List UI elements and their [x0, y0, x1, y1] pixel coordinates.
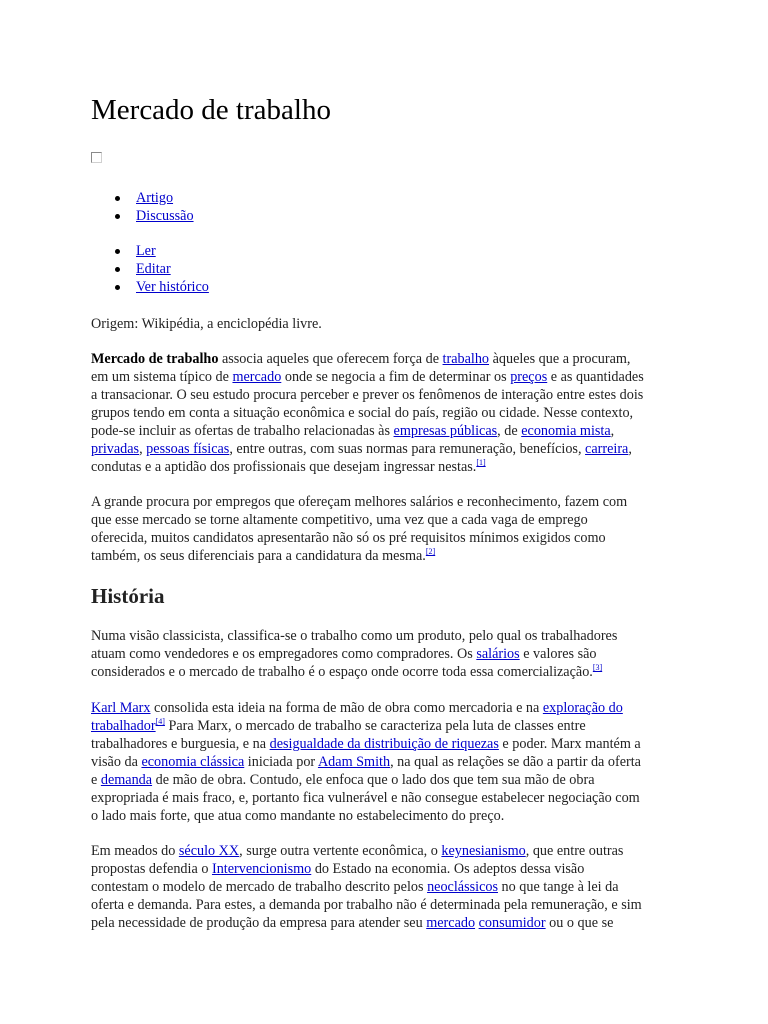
link-economia-mista[interactable]: economia mista — [521, 423, 611, 439]
para5-line-2 — [91, 860, 681, 878]
intro-text: àqueles que a procuram, — [489, 351, 631, 367]
link-adam-smith[interactable]: Adam Smith — [317, 754, 391, 770]
tab-artigo — [91, 189, 194, 207]
para3-line-3 — [91, 663, 681, 681]
link-privadas[interactable]: privadas — [91, 441, 140, 457]
para4-text: trabalhadores e burguesia, e na — [91, 736, 270, 752]
para5-text: contestam o modelo de mercado de trabalho descrito pelos — [91, 879, 428, 895]
intro-line-2 — [91, 368, 681, 386]
para4-text: de mão de obra. Contudo, ele enfoca que o lado dos que tem sua mão de obra — [152, 772, 595, 788]
para2-text: também, os seus diferenciais para a candidatura da mesma. — [91, 548, 426, 564]
tab-ver-historico-link[interactable]: Ver histórico — [136, 279, 209, 295]
tab-ler — [91, 242, 209, 260]
reference-4[interactable]: [4] — [155, 717, 165, 726]
checkbox-icon[interactable] — [91, 152, 102, 163]
para4-text: Para Marx, o mercado de trabalho se caracteriza pela luta de classes entre — [164, 718, 586, 734]
para5-text: , surge outra vertente econômica, o — [239, 843, 442, 859]
para3-text: atuam como vendedores e os empregadores como compradores. Os — [91, 646, 477, 662]
intro-line-1 — [91, 350, 681, 368]
namespace-tabs — [91, 189, 194, 225]
link-salarios[interactable]: salários — [476, 646, 520, 662]
para4-line-3 — [91, 735, 681, 753]
paragraph-classicist — [91, 627, 681, 681]
para5-line-1 — [91, 842, 681, 860]
intro-line-4: grupos tendo em conta a situação econômica e social do país, região ou cidade. Nesse contexto, — [91, 405, 634, 421]
para4-line-6: expropriada é mais fraco, e, portanto fica vulnerável e não consegue estabelecer negociação com — [91, 790, 640, 806]
link-seculo-xx[interactable]: século XX — [178, 843, 240, 859]
paragraph-marx — [91, 699, 681, 825]
para5-text: do Estado na economia. Os adeptos dessa visão — [311, 861, 585, 877]
section-heading-historia: História — [91, 584, 165, 608]
link-exploracao-do-trabalhador[interactable]: exploração do — [542, 700, 623, 716]
link-exploracao-do-trabalhador[interactable]: trabalhador — [91, 718, 156, 734]
intro-line-7 — [91, 458, 681, 476]
paragraph-competition — [91, 493, 681, 565]
reference-2[interactable]: [2] — [425, 547, 436, 556]
link-trabalho[interactable]: trabalho — [442, 351, 490, 367]
para4-line-1 — [91, 699, 681, 717]
para5-text: ou o que se — [545, 915, 614, 931]
intro-text: pode-se incluir as ofertas de trabalho relacionadas às — [91, 423, 394, 439]
link-karl-marx[interactable]: Karl Marx — [91, 700, 151, 716]
link-pessoas-fisicas[interactable]: pessoas físicas — [146, 441, 230, 457]
para5-line-4: oferta e demanda. Para estes, a demanda por trabalho não é determinada pela remuneração, e sim — [91, 897, 642, 913]
link-consumidor[interactable]: consumidor — [478, 915, 546, 931]
intro-text: , — [139, 441, 147, 457]
para4-line-7: o lado mais forte, que atua como mandante no estabelecimento do preço. — [91, 808, 505, 824]
link-precos[interactable]: preços — [510, 369, 548, 385]
link-carreira[interactable]: carreira — [585, 441, 629, 457]
link-intervencionismo[interactable]: Intervencionismo — [211, 861, 312, 877]
intro-paragraph — [91, 350, 681, 476]
reference-1[interactable]: [1] — [476, 458, 486, 467]
para4-text: , na qual as relações se dão a partir da oferta — [390, 754, 641, 770]
view-tabs — [91, 242, 209, 296]
para2-line-3: oferecida, muitos candidatos apresentarão não só os pré requisitos mínimos exigidos como — [91, 530, 606, 546]
tab-ler-link[interactable]: Ler — [136, 243, 156, 259]
intro-text: associa aqueles que oferecem força de — [218, 351, 443, 367]
page-title: Mercado de trabalho — [91, 94, 331, 126]
para2-line-1: A grande procura por empregos que ofereçam melhores salários e reconhecimento, fazem com — [91, 494, 628, 510]
para5-text: no que tange à lei da — [497, 879, 619, 895]
origin-text: Origem: Wikipédia, a enciclopédia livre. — [91, 316, 322, 332]
para4-text: iniciada por — [244, 754, 318, 770]
para4-line-5 — [91, 771, 681, 789]
intro-line-3: a transacionar. O seu estudo procura perceber e prever os fenômenos de interação entre estes dois — [91, 387, 644, 403]
intro-text: , entre outras, com suas normas para remuneração, benefícios, — [229, 441, 586, 457]
para5-line-3 — [91, 878, 681, 896]
paragraph-keynes — [91, 842, 681, 932]
link-demanda[interactable]: demanda — [100, 772, 153, 788]
intro-text: em um sistema típico de — [91, 369, 233, 385]
tab-editar — [91, 260, 209, 278]
link-keynesianismo[interactable]: keynesianismo — [441, 843, 526, 859]
intro-text: condutas e a aptidão dos profissionais que desejam ingressar nestas. — [91, 459, 477, 475]
para5-text: pela necessidade de produção da empresa para atender seu — [91, 915, 427, 931]
para5-text: Em meados do — [91, 843, 179, 859]
link-economia-classica[interactable]: economia clássica — [141, 754, 245, 770]
para5-text: , que entre outras — [525, 843, 624, 859]
para4-line-4 — [91, 753, 681, 771]
link-empresas-publicas[interactable]: empresas públicas — [393, 423, 498, 439]
intro-text: , de — [497, 423, 522, 439]
para3-line-2 — [91, 645, 681, 663]
para3-line-1: Numa visão classicista, classifica-se o trabalho como um produto, pelo qual os trabalhadores — [91, 628, 618, 644]
para2-line-4 — [91, 547, 681, 565]
intro-bold-term: Mercado de trabalho — [91, 351, 219, 367]
para4-text: e — [91, 772, 101, 788]
link-mercado-consumidor[interactable]: mercado — [426, 915, 476, 931]
link-neoclassicos[interactable]: neoclássicos — [427, 879, 498, 895]
para4-text: visão da — [91, 754, 142, 770]
para4-line-2 — [91, 717, 681, 735]
intro-text: onde se negocia a fim de determinar os — [281, 369, 511, 385]
tab-ver-historico — [91, 278, 209, 296]
para2-line-2: que esse mercado se torne altamente competitivo, uma vez que a cada vaga de emprego — [91, 512, 588, 528]
intro-line-5 — [91, 422, 681, 440]
link-mercado[interactable]: mercado — [232, 369, 282, 385]
tab-discussao — [91, 207, 194, 225]
reference-3[interactable]: [3] — [592, 663, 603, 672]
para3-text: e valores são — [519, 646, 597, 662]
para3-text: considerados e o mercado de trabalho é o espaço onde ocorre toda essa comercialização. — [91, 664, 593, 680]
para4-text: consolida esta ideia na forma de mão de obra como mercadoria e na — [150, 700, 543, 716]
tab-artigo-link[interactable]: Artigo — [136, 190, 174, 206]
intro-text: , — [610, 423, 615, 439]
intro-text: , — [628, 441, 632, 457]
tab-editar-link[interactable]: Editar — [136, 261, 171, 277]
link-desigualdade[interactable]: desigualdade da distribuição de riquezas — [269, 736, 499, 752]
para4-text: e poder. Marx mantém a — [498, 736, 641, 752]
intro-text: e as quantidades — [547, 369, 644, 385]
para5-text: propostas defendia o — [91, 861, 212, 877]
tab-discussao-link[interactable]: Discussão — [136, 208, 194, 224]
intro-line-6 — [91, 440, 681, 458]
para5-line-5 — [91, 914, 681, 932]
